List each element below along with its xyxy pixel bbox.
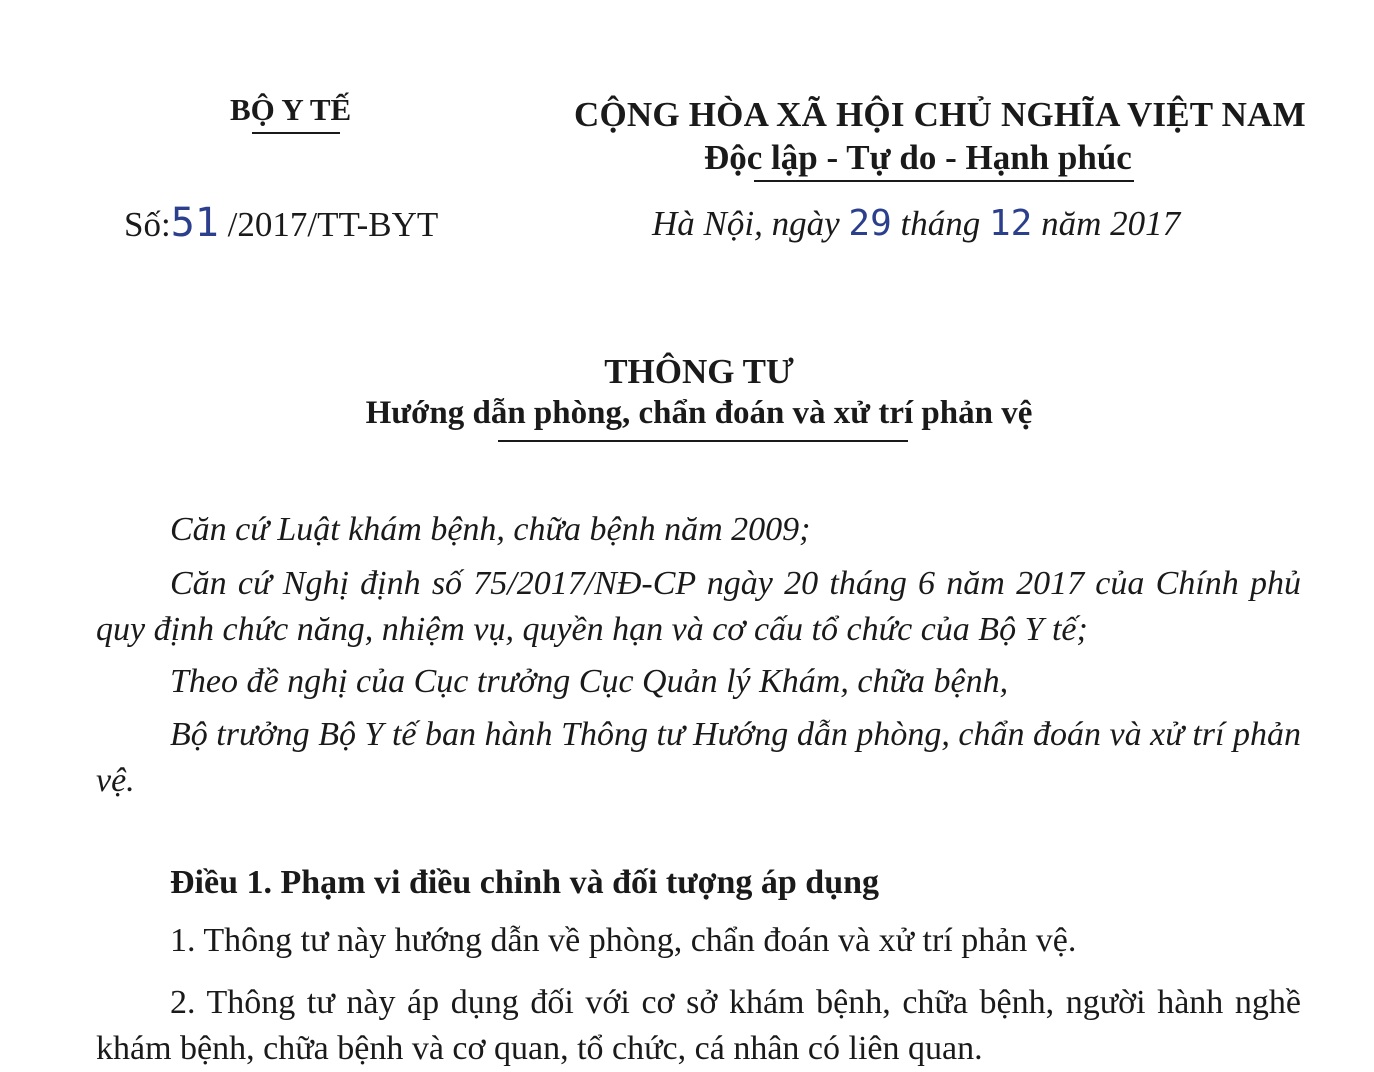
national-motto: Độc lập - Tự do - Hạnh phúc bbox=[704, 138, 1132, 177]
motto-underline bbox=[754, 180, 1134, 182]
article-clause: 1. Thông tư này hướng dẫn về phòng, chẩn đoán và xử trí phản vệ. bbox=[170, 922, 1077, 959]
doc-number-handwritten: 51 bbox=[170, 200, 219, 246]
date-day-handwritten: 29 bbox=[848, 203, 892, 244]
title-underline bbox=[498, 440, 908, 442]
document-number bbox=[124, 200, 438, 246]
doc-number-suffix: /2017/TT-BYT bbox=[218, 205, 439, 244]
article-heading: Điều 1. Phạm vi điều chỉnh và đối tượng áp dụng bbox=[170, 864, 880, 901]
place-and-date bbox=[652, 203, 1180, 244]
preamble-paragraph: Căn cứ Nghị định số 75/2017/NĐ-CP ngày 20 tháng 6 năm 2017 của Chính phủ quy định chức năng, nhiệm vụ, quyền hạn và cơ cấu tổ chức của Bộ Y tế; bbox=[96, 565, 1301, 648]
issuing-agency: BỘ Y TẾ bbox=[230, 92, 352, 127]
year-label: năm 2017 bbox=[1032, 204, 1181, 243]
agency-underline bbox=[252, 132, 340, 134]
date-month-handwritten: 12 bbox=[988, 203, 1033, 244]
document-title: Hướng dẫn phòng, chẩn đoán và xử trí phản vệ bbox=[365, 395, 1033, 431]
doc-number-prefix: Số: bbox=[124, 205, 171, 244]
preamble-paragraph: Căn cứ Luật khám bệnh, chữa bệnh năm 2009; bbox=[170, 511, 811, 548]
article-clause: 2. Thông tư này áp dụng đối với cơ sở khám bệnh, chữa bệnh, người hành nghề khám bệnh, chữa bệnh và cơ quan, tổ chức, cá nhân có liên quan. bbox=[96, 984, 1301, 1067]
place-prefix: Hà Nội, ngày bbox=[652, 204, 849, 243]
national-title: CỘNG HÒA XÃ HỘI CHỦ NGHĨA VIỆT NAM bbox=[574, 95, 1306, 134]
month-label: tháng bbox=[891, 204, 989, 243]
document-type: THÔNG TƯ bbox=[604, 352, 794, 391]
preamble-paragraph: Theo đề nghị của Cục trưởng Cục Quản lý Khám, chữa bệnh, bbox=[170, 663, 1009, 700]
preamble-paragraph: Bộ trưởng Bộ Y tế ban hành Thông tư Hướng dẫn phòng, chẩn đoán và xử trí phản vệ. bbox=[96, 716, 1301, 799]
